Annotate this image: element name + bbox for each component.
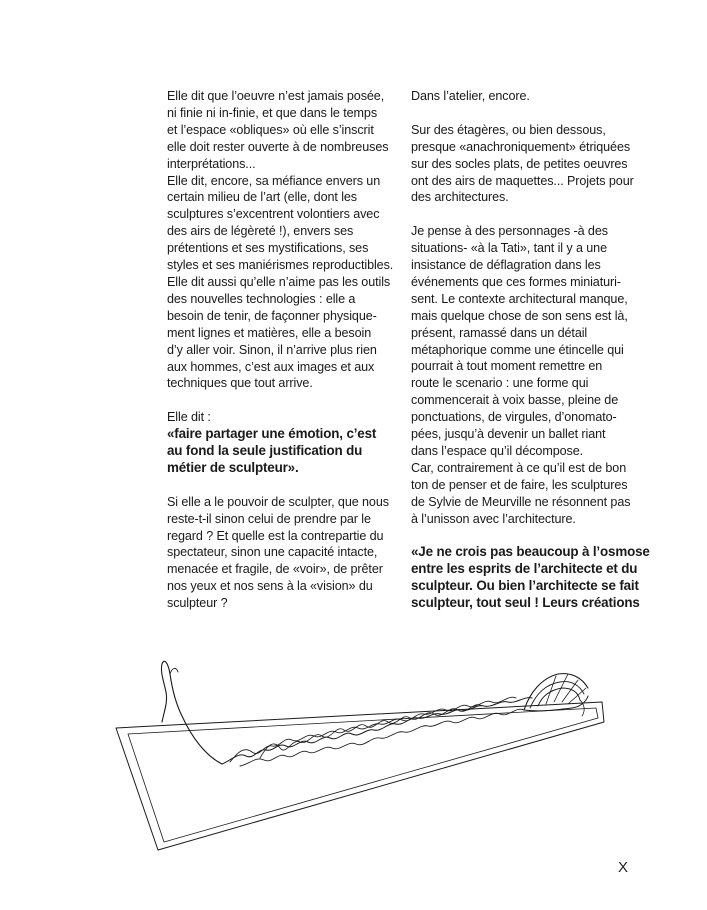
text-line: ment lignes et matières, elle a besoin: [167, 325, 372, 340]
text-line: styles et ses maniérismes reproductibles.: [167, 258, 394, 273]
text-line: sur des socles plats, de petites oeuvres: [411, 156, 628, 171]
text-line: Elle dit que l’oeuvre n’est jamais posée,: [167, 89, 385, 103]
text-line: pourrait à tout moment remettre en: [411, 359, 603, 374]
text-line: insistance de déflagration dans les: [411, 258, 601, 273]
text-line: commencerait à voix basse, pleine de: [411, 393, 619, 408]
text-line: situations- «à la Tati», tant il y a une: [411, 241, 607, 256]
text-line: regard ? Et quelle est la contrepartie du: [167, 528, 384, 543]
text-line: présent, ramassé dans un détail: [411, 325, 588, 340]
text-line: besoin de tenir, de façonner physique-: [167, 308, 377, 323]
left-quote: [167, 426, 397, 477]
paragraph-gap: [167, 477, 397, 494]
text-line: route le scenario : une forme qui: [411, 376, 589, 391]
text-line: de Sylvie de Meurville ne résonnent pas: [411, 494, 631, 509]
text-line: des architectures.: [411, 190, 509, 205]
text-line: menacée et fragile, de «voir», de prêter: [167, 562, 383, 577]
right-quote: [411, 544, 650, 612]
right-paragraph-1: [411, 88, 641, 105]
quote-line: entre les esprits de l’architecte et du: [411, 561, 638, 577]
text-line: des airs de légèreté !), envers ses: [167, 224, 354, 239]
quote-line: «faire partager une émotion, c’est: [167, 426, 377, 442]
text-line: Car, contrairement à ce qu’il est de bon: [411, 460, 627, 475]
text-line: mais quelque chose de son sens est là,: [411, 308, 628, 323]
quote-line: au fond la seule justification du: [167, 443, 363, 459]
left-paragraph-1: [167, 88, 397, 173]
text-line: métaphorique comme une étincelle qui: [411, 342, 624, 357]
text-line: Elle dit aussi qu’elle n’aime pas les outils: [167, 274, 391, 289]
quote-line: sculpteur. Ou bien l’architecte se fait: [411, 578, 639, 594]
text-line: et l’espace «obliques» où elle s’inscrit: [167, 122, 374, 137]
text-line: sculpteur ?: [167, 596, 228, 611]
text-line: d’y aller voir. Sinon, il n’arrive plus rien: [167, 342, 377, 357]
quote-line: sculpteur, tout seul ! Leurs créations: [411, 595, 640, 611]
left-text-column: [167, 88, 397, 612]
page-number: X: [618, 859, 629, 876]
text-line: presque «anachroniquement» étriquées: [411, 139, 631, 154]
text-line: nos yeux et nos sens à la «vision» du: [167, 579, 373, 594]
right-text-column: [411, 88, 650, 612]
text-line: des nouvelles technologies : elle a: [167, 291, 356, 306]
sculpture-sketch-icon: [110, 652, 610, 852]
text-line: sculptures s’excentrent volontiers avec: [167, 207, 380, 222]
text-line: ni finie ni in-finie, et que dans le temps: [167, 105, 378, 120]
text-line: ont des airs de maquettes... Projets pour: [411, 173, 634, 188]
right-paragraph-4: [411, 460, 641, 528]
paragraph-gap: [411, 206, 641, 223]
text-line: dans l’espace qu’il décompose.: [411, 444, 584, 458]
text-line: Si elle a le pouvoir de sculpter, que nous: [167, 494, 389, 509]
text-line: Je pense à des personnages -à des: [411, 224, 608, 239]
quote-intro: Elle dit :: [167, 410, 211, 425]
text-line: sent. Le contexte architectural manque,: [411, 291, 628, 306]
text-line: interprétations...: [167, 156, 256, 171]
text-line: à l’unisson avec l’architecture.: [411, 511, 576, 526]
left-paragraph-2: [167, 173, 397, 393]
paragraph-gap: [411, 105, 641, 122]
quote-line: métier de sculpteur».: [167, 459, 299, 475]
left-paragraph-4: [167, 494, 397, 612]
text-line: techniques que tout arrive.: [167, 376, 313, 391]
paragraph-gap: [411, 528, 641, 545]
text-line: Dans l’atelier, encore.: [411, 89, 530, 103]
text-line: pées, jusqu’à devenir un ballet riant: [411, 427, 606, 442]
text-line: elle doit rester ouverte à de nombreuses: [167, 139, 389, 154]
text-line: spectateur, sinon une capacité intacte,: [167, 545, 378, 560]
text-line: aux hommes, c’est aux images et aux: [167, 359, 375, 374]
right-paragraph-3: [411, 223, 641, 460]
text-line: Elle dit, encore, sa méfiance envers un: [167, 173, 381, 188]
quote-line: «Je ne crois pas beaucoup à l’osmose: [411, 544, 650, 560]
text-line: ton de penser et de faire, les sculptures: [411, 477, 628, 492]
text-line: événements que ces formes miniaturi-: [411, 274, 621, 289]
paragraph-gap: [167, 392, 397, 409]
right-paragraph-2: [411, 122, 641, 207]
text-line: Sur des étagères, ou bien dessous,: [411, 122, 606, 137]
text-line: certain milieu de l’art (elle, dont les: [167, 190, 357, 205]
text-line: reste-t-il sinon celui de prendre par le: [167, 511, 371, 526]
text-line: ponctuations, de virgules, d’onomato-: [411, 410, 617, 425]
text-line: prétentions et ses mystifications, ses: [167, 241, 369, 256]
